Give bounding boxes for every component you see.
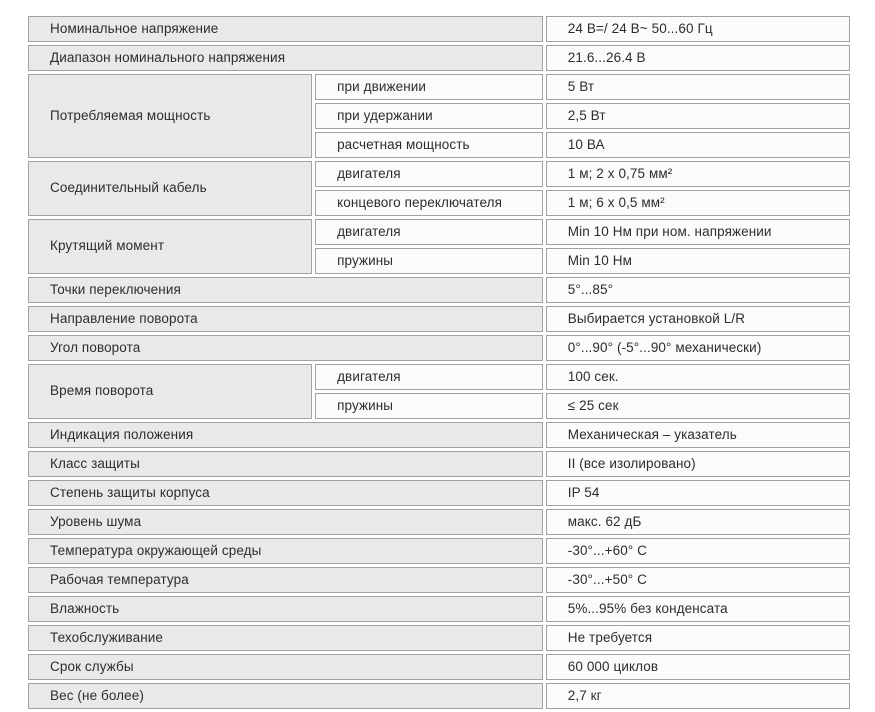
param-value-cell: 2,5 Вт: [546, 103, 850, 129]
param-sub-cell: расчетная мощность: [315, 132, 543, 158]
param-label-cell: Вес (не более): [28, 683, 543, 709]
param-value-cell: 21.6...26.4 В: [546, 45, 850, 71]
table-row: [28, 567, 850, 593]
param-label-cell: Диапазон номинального напряжения: [28, 45, 543, 71]
param-label-cell: Влажность: [28, 596, 543, 622]
param-label-cell: Угол поворота: [28, 335, 543, 361]
table-row: [28, 277, 850, 303]
param-value-cell: -30°...+60° C: [546, 538, 850, 564]
param-sub-cell: концевого переключателя: [315, 190, 543, 216]
param-value-cell: 5°...85°: [546, 277, 850, 303]
param-label-cell: Класс защиты: [28, 451, 543, 477]
spec-table: [25, 13, 853, 712]
param-sub-cell: пружины: [315, 248, 543, 274]
param-label-cell: Техобслуживание: [28, 625, 543, 651]
param-value-cell: Min 10 Нм: [546, 248, 850, 274]
param-label-cell: Температура окружающей среды: [28, 538, 543, 564]
param-label-cell: Номинальное напряжение: [28, 16, 543, 42]
param-label-cell: Крутящий момент: [28, 219, 312, 274]
param-label-cell: Время поворота: [28, 364, 312, 419]
param-value-cell: 1 м; 2 x 0,75 мм²: [546, 161, 850, 187]
table-row: [28, 161, 850, 187]
table-row: [28, 306, 850, 332]
table-row: [28, 451, 850, 477]
param-label-cell: Потребляемая мощность: [28, 74, 312, 158]
table-row: [28, 480, 850, 506]
table-row: [28, 219, 850, 245]
param-value-cell: 0°...90° (-5°...90° механически): [546, 335, 850, 361]
param-label-cell: Соединительный кабель: [28, 161, 312, 216]
param-value-cell: Механическая – указатель: [546, 422, 850, 448]
param-value-cell: Выбирается установкой L/R: [546, 306, 850, 332]
param-value-cell: Не требуется: [546, 625, 850, 651]
param-label-cell: Индикация положения: [28, 422, 543, 448]
table-row: [28, 538, 850, 564]
param-value-cell: 10 ВА: [546, 132, 850, 158]
table-row: [28, 422, 850, 448]
param-label-cell: Уровень шума: [28, 509, 543, 535]
param-label-cell: Степень защиты корпуса: [28, 480, 543, 506]
spec-table-body: [28, 16, 850, 709]
param-value-cell: 24 В=/ 24 В~ 50...60 Гц: [546, 16, 850, 42]
table-row: [28, 509, 850, 535]
param-label-cell: Рабочая температура: [28, 567, 543, 593]
param-value-cell: 2,7 кг: [546, 683, 850, 709]
table-row: [28, 683, 850, 709]
table-row: [28, 45, 850, 71]
table-row: [28, 596, 850, 622]
param-value-cell: макс. 62 дБ: [546, 509, 850, 535]
param-label-cell: Точки переключения: [28, 277, 543, 303]
param-value-cell: 5%...95% без конденсата: [546, 596, 850, 622]
table-row: [28, 364, 850, 390]
table-row: [28, 335, 850, 361]
table-row: [28, 654, 850, 680]
param-sub-cell: двигателя: [315, 364, 543, 390]
param-sub-cell: пружины: [315, 393, 543, 419]
param-value-cell: 60 000 циклов: [546, 654, 850, 680]
table-row: [28, 16, 850, 42]
param-value-cell: IP 54: [546, 480, 850, 506]
table-row: [28, 74, 850, 100]
param-value-cell: 1 м; 6 x 0,5 мм²: [546, 190, 850, 216]
param-value-cell: Min 10 Нм при ном. напряжении: [546, 219, 850, 245]
param-sub-cell: при удержании: [315, 103, 543, 129]
param-value-cell: -30°...+50° C: [546, 567, 850, 593]
param-sub-cell: при движении: [315, 74, 543, 100]
param-label-cell: Срок службы: [28, 654, 543, 680]
param-value-cell: 5 Вт: [546, 74, 850, 100]
param-sub-cell: двигателя: [315, 219, 543, 245]
param-value-cell: 100 сек.: [546, 364, 850, 390]
param-value-cell: II (все изолировано): [546, 451, 850, 477]
param-label-cell: Направление поворота: [28, 306, 543, 332]
param-value-cell: ≤ 25 сек: [546, 393, 850, 419]
param-sub-cell: двигателя: [315, 161, 543, 187]
